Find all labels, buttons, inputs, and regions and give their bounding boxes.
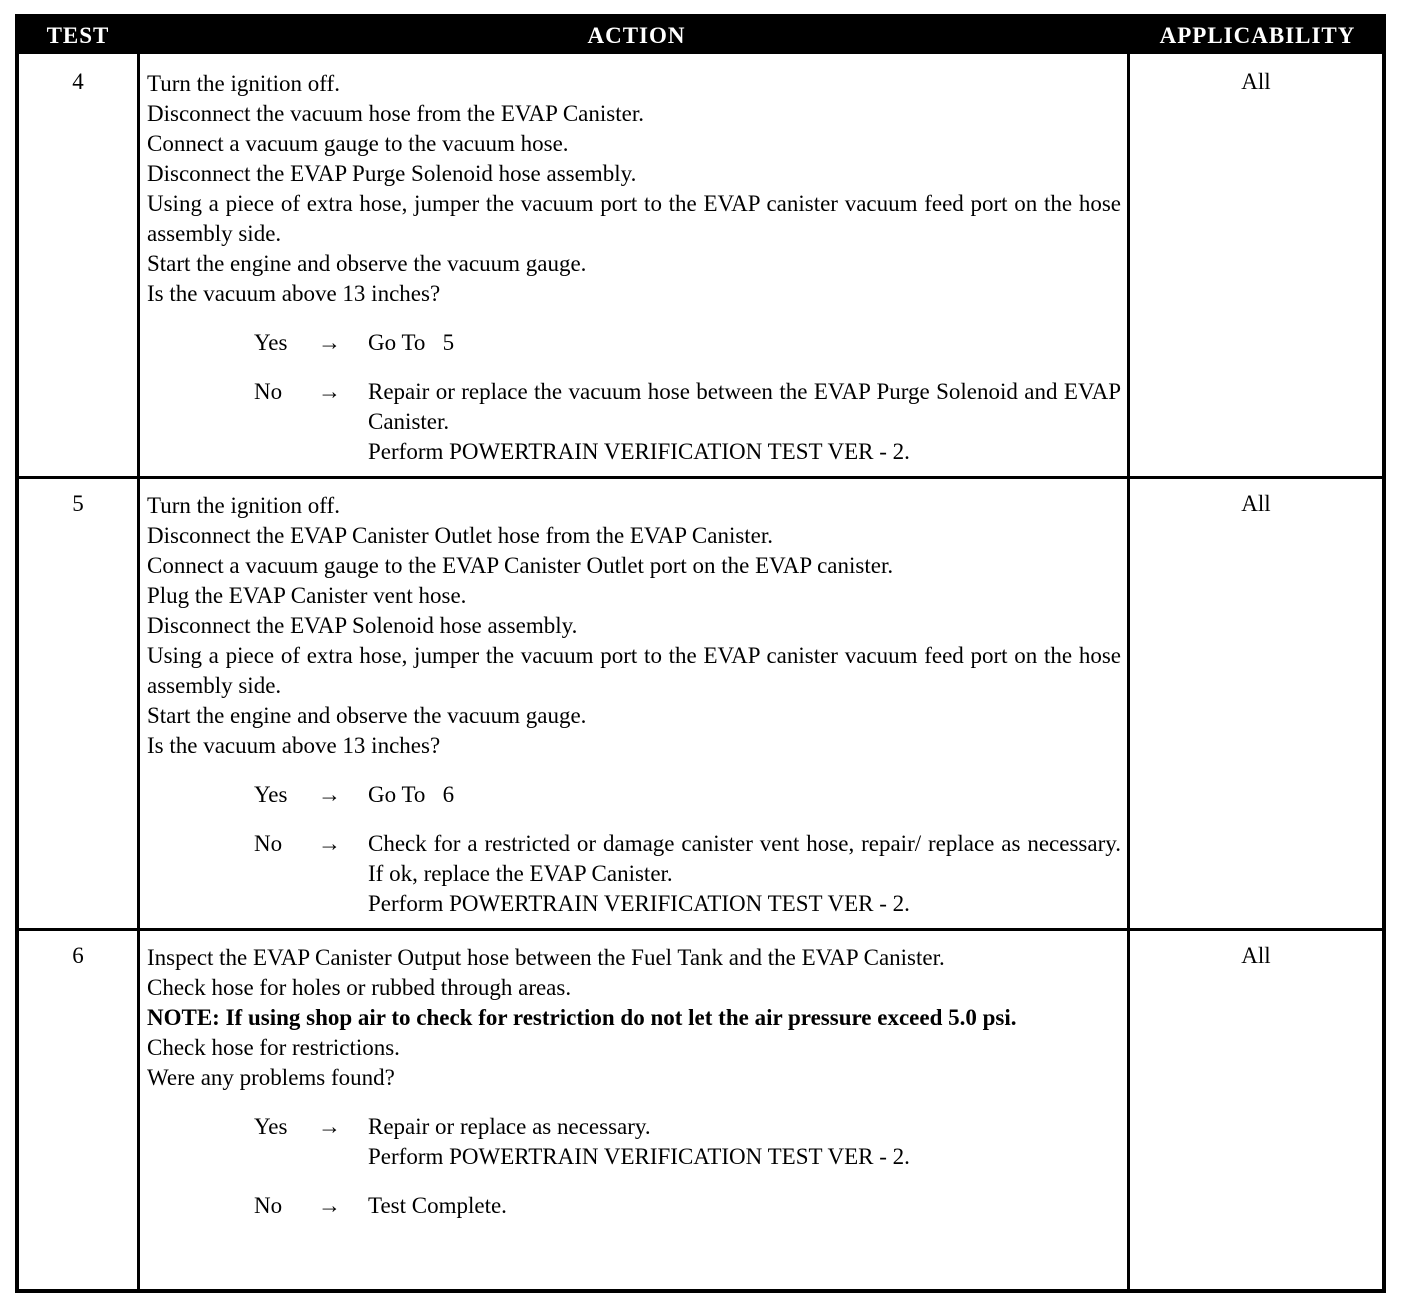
action-step: Check hose for holes or rubbed through areas. bbox=[147, 975, 572, 1000]
arrow-icon: → bbox=[318, 782, 341, 807]
table-row-test-4 bbox=[19, 57, 1382, 476]
no-answer bbox=[147, 1191, 1121, 1221]
diagnostic-table bbox=[15, 14, 1386, 1293]
yes-answer bbox=[147, 1112, 1121, 1172]
test-number: 5 bbox=[72, 491, 84, 516]
yes-answer bbox=[147, 780, 1121, 810]
action-step: Connect a vacuum gauge to the vacuum hose. bbox=[147, 131, 569, 156]
arrow-icon: → bbox=[318, 330, 341, 355]
action-step: Connect a vacuum gauge to the EVAP Canister Outlet port on the EVAP canister. bbox=[147, 553, 894, 578]
action-step: Using a piece of extra hose, jumper the vacuum port to the EVAP canister vacuum feed port on the hose assembly side. bbox=[147, 643, 1121, 698]
arrow-icon: → bbox=[318, 1193, 341, 1218]
applicability-value: All bbox=[1241, 491, 1271, 516]
yes-label: Yes bbox=[254, 330, 288, 355]
no-label: No bbox=[254, 1193, 283, 1218]
note-warning: NOTE: If using shop air to check for restriction do not let the air pressure exceed 5.0 psi. bbox=[147, 1005, 1017, 1030]
action-step: Turn the ignition off. bbox=[147, 71, 340, 96]
no-result: Repair or replace the vacuum hose between the EVAP Purge Solenoid and EVAP Canister. bbox=[368, 379, 1121, 434]
action-step: Plug the EVAP Canister vent hose. bbox=[147, 583, 467, 608]
action-cell bbox=[147, 491, 1121, 919]
table-header bbox=[19, 18, 1382, 54]
action-step: Start the engine and observe the vacuum gauge. bbox=[147, 251, 587, 276]
no-label: No bbox=[254, 379, 283, 404]
action-step: Using a piece of extra hose, jumper the vacuum port to the EVAP canister vacuum feed port on the hose assembly side. bbox=[147, 191, 1121, 246]
yes-label: Yes bbox=[254, 782, 288, 807]
action-step: Is the vacuum above 13 inches? bbox=[147, 281, 441, 306]
yes-result: Go To 6 bbox=[368, 782, 455, 807]
test-number: 4 bbox=[72, 69, 84, 94]
action-step: Were any problems found? bbox=[147, 1065, 395, 1090]
no-result-followup: Perform POWERTRAIN VERIFICATION TEST VER - 2. bbox=[368, 891, 910, 916]
action-step: Disconnect the EVAP Purge Solenoid hose assembly. bbox=[147, 161, 637, 186]
arrow-icon: → bbox=[318, 379, 341, 404]
table-row-test-6 bbox=[19, 931, 1382, 1289]
table-row-test-5 bbox=[19, 479, 1382, 928]
no-result: Test Complete. bbox=[368, 1193, 507, 1218]
yes-answer bbox=[147, 328, 1121, 358]
action-step: Disconnect the EVAP Canister Outlet hose from the EVAP Canister. bbox=[147, 523, 774, 548]
no-label: No bbox=[254, 831, 283, 856]
applicability-value: All bbox=[1241, 69, 1271, 94]
action-cell bbox=[147, 943, 1121, 1221]
yes-result: Go To 5 bbox=[368, 330, 455, 355]
arrow-icon: → bbox=[318, 1114, 341, 1139]
header-applicability: APPLICABILITY bbox=[1159, 23, 1356, 48]
yes-label: Yes bbox=[254, 1114, 288, 1139]
header-test: TEST bbox=[46, 23, 110, 48]
arrow-icon: → bbox=[318, 831, 341, 856]
yes-result: Repair or replace as necessary. bbox=[368, 1114, 651, 1139]
action-step: Disconnect the vacuum hose from the EVAP Canister. bbox=[147, 101, 644, 126]
no-result-followup: Perform POWERTRAIN VERIFICATION TEST VER - 2. bbox=[368, 439, 910, 464]
applicability-value: All bbox=[1241, 943, 1271, 968]
yes-result-followup: Perform POWERTRAIN VERIFICATION TEST VER - 2. bbox=[368, 1144, 910, 1169]
action-step: Is the vacuum above 13 inches? bbox=[147, 733, 441, 758]
action-step: Turn the ignition off. bbox=[147, 493, 340, 518]
action-step: Start the engine and observe the vacuum gauge. bbox=[147, 703, 587, 728]
test-number: 6 bbox=[72, 943, 84, 968]
header-action: ACTION bbox=[587, 23, 686, 48]
action-step: Disconnect the EVAP Solenoid hose assembly. bbox=[147, 613, 578, 638]
action-step: Check hose for restrictions. bbox=[147, 1035, 400, 1060]
action-cell bbox=[147, 69, 1121, 467]
no-answer bbox=[147, 377, 1121, 467]
no-answer bbox=[147, 829, 1121, 919]
no-result: Check for a restricted or damage canister vent hose, repair/ replace as necessary. If ok, replace the EVAP Canister. bbox=[368, 831, 1121, 886]
action-step: Inspect the EVAP Canister Output hose between the Fuel Tank and the EVAP Canister. bbox=[147, 945, 945, 970]
